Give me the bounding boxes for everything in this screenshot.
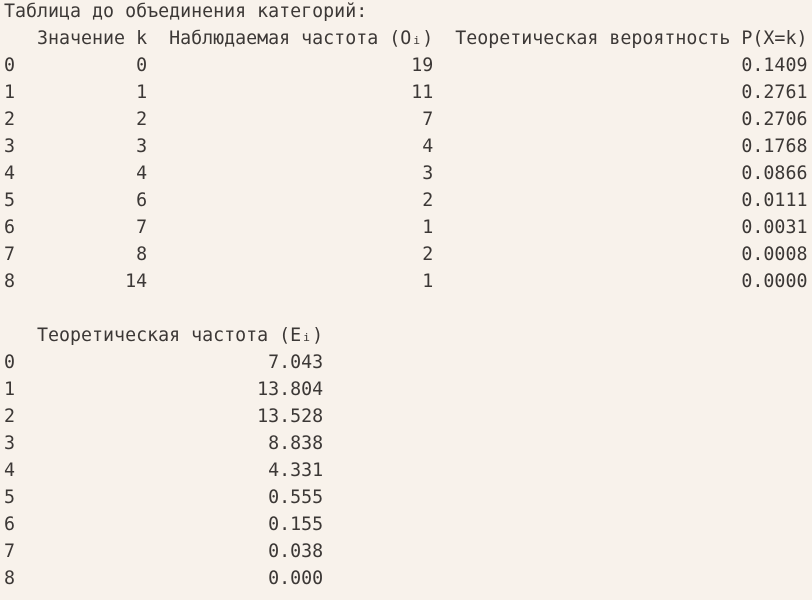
table-row: 0 0 19 0.1409 bbox=[4, 55, 808, 76]
dataframe-expected-frequency bbox=[4, 322, 807, 592]
table-row: 7 0.038 bbox=[4, 541, 324, 562]
table-row: 3 3 4 0.1768 bbox=[4, 136, 808, 157]
table-row: 5 0.555 bbox=[4, 487, 324, 508]
console-output bbox=[4, 0, 807, 592]
table-row: 8 14 1 0.0000 bbox=[4, 271, 808, 292]
table-row: 3 8.838 bbox=[4, 433, 324, 454]
table-header-row: Значение k Наблюдаемая частота (Oᵢ) Теоретическая вероятность P(X=k) bbox=[4, 28, 808, 49]
table-row: 4 4.331 bbox=[4, 460, 324, 481]
table-row: 2 2 7 0.2706 bbox=[4, 109, 808, 130]
table-row: 0 7.043 bbox=[4, 352, 324, 373]
table-row: 6 7 1 0.0031 bbox=[4, 217, 808, 238]
table-row: 2 13.528 bbox=[4, 406, 324, 427]
table-row: 1 13.804 bbox=[4, 379, 324, 400]
table-header-row: Теоретическая частота (Eᵢ) bbox=[4, 325, 324, 346]
table-row: 5 6 2 0.0111 bbox=[4, 190, 808, 211]
table-row: 8 0.000 bbox=[4, 568, 324, 589]
output-title: Таблица до объединения категорий: bbox=[4, 1, 368, 22]
blank-line bbox=[4, 295, 807, 322]
table-row: 1 1 11 0.2761 bbox=[4, 82, 808, 103]
dataframe-before-merge bbox=[4, 25, 807, 295]
table-row: 7 8 2 0.0008 bbox=[4, 244, 808, 265]
table-row: 4 4 3 0.0866 bbox=[4, 163, 808, 184]
table-row: 6 0.155 bbox=[4, 514, 324, 535]
